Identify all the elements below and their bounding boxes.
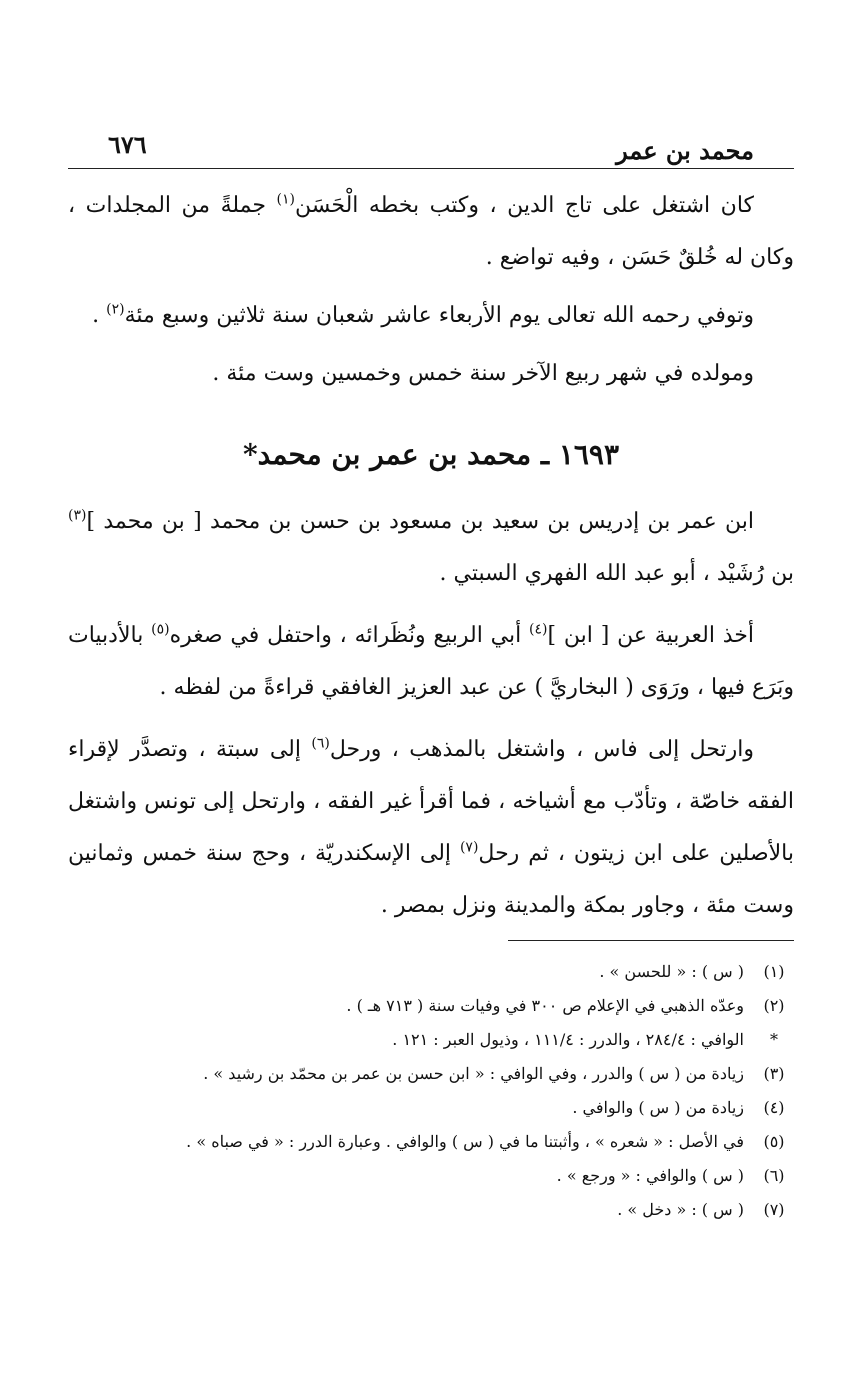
- page-header: [68, 128, 794, 168]
- footnote-number: (٦): [763, 1166, 785, 1185]
- footnote: [68, 1193, 794, 1227]
- paragraph: [68, 496, 794, 600]
- paragraph: [68, 290, 794, 342]
- footnote-number: (٥): [763, 1132, 785, 1151]
- text-run: إلى سبتة ، وتصدَّر لإقراء الفقه خاصّة ، وتأدّب مع أشياخه ، فما أقرأ غير الفقه ، وارتحل إلى تونس واشتغل بالأصلين على ابن زيتون ، ثم رحل: [68, 737, 794, 866]
- footnote-text: في الأصل : « شعره » ، وأثبتنا ما في ( س ) والوافي . وعبارة الدرر : « في صباه » .: [186, 1132, 744, 1151]
- footnote: [68, 955, 794, 989]
- footnote-number: (٢): [763, 996, 785, 1015]
- footnotes: [68, 955, 794, 1227]
- text-run: ابن عمر بن إدريس بن سعيد بن مسعود بن حسن بن محمد [ بن محمد ]: [86, 509, 754, 534]
- text-run: كان اشتغل على تاج الدين ، وكتب بخطه الْحَسَن: [295, 193, 754, 218]
- page-number: ٦٧٦: [108, 130, 147, 159]
- footnote-marker: (٢): [106, 301, 125, 318]
- footnote-marker: (٦): [311, 735, 330, 752]
- footnote-number: *: [770, 1030, 778, 1049]
- header-rule: [68, 168, 794, 169]
- footnote-marker: (٥): [151, 621, 170, 638]
- footnote-number: (٧): [763, 1200, 785, 1219]
- text-run: بن رُشَيْد ، أبو عبد الله الفهري السبتي .: [439, 561, 794, 586]
- footnote-text: زيادة من ( س ) والدرر ، وفي الوافي : « ابن حسن بن عمر بن محمّد بن رشيد » .: [203, 1064, 744, 1083]
- footnote-text: ( س ) والوافي : « ورجع » .: [556, 1166, 744, 1185]
- footnote-marker: (٤): [529, 621, 548, 638]
- footnote: [68, 1023, 794, 1057]
- footnote-number: (١): [763, 962, 785, 981]
- footnote: [68, 1091, 794, 1125]
- text-run: .: [92, 303, 107, 328]
- text-run: ومولده في شهر ربيع الآخر سنة خمس وخمسين وست مئة .: [212, 361, 754, 386]
- paragraph: [68, 348, 794, 400]
- footnote-text: ( س ) : « للحسن » .: [599, 962, 744, 981]
- text-run: جملةً من المجلدات ، وكان له خُلقٌ حَسَن ، وفيه تواضع .: [68, 193, 794, 270]
- text-run: وتوفي رحمه الله تعالى يوم الأربعاء عاشر شعبان سنة ثلاثين وسبع مئة: [124, 303, 754, 328]
- footnote-text: الوافي : ٢٨٤/٤ ، والدرر : ١١١/٤ ، وذيول العبر : ١٢١ .: [392, 1030, 744, 1049]
- text-run: أبي الربيع ونُظَرائه ، واحتفل في صغره: [169, 623, 530, 648]
- text-run: إلى الإسكندريّة ، وحج سنة خمس وثمانين وست مئة ، وجاور بمكة والمدينة ونزل بمصر .: [68, 841, 794, 918]
- previous-entry-text: [68, 180, 794, 400]
- running-head: محمد بن عمر: [616, 136, 754, 165]
- footnote: [68, 1125, 794, 1159]
- footnote: [68, 989, 794, 1023]
- entry-title: ١٦٩٣ ـ محمد بن عمر بن محمد*: [243, 438, 619, 471]
- text-run: بالأدبيات وبَرَع فيها ، ورَوَى ( البخاريَّ ) عن عبد العزيز الغافقي قراءةً من لفظه .: [68, 623, 794, 700]
- footnote-marker: (٧): [459, 839, 479, 856]
- footnote-number: (٣): [763, 1064, 785, 1083]
- footnote-text: وعدّه الذهبي في الإعلام ص ٣٠٠ في وفيات سنة ( ٧١٣ هـ ) .: [346, 996, 744, 1015]
- footnote: [68, 1159, 794, 1193]
- footnote-number: (٤): [763, 1098, 785, 1117]
- footnote: [68, 1057, 794, 1091]
- paragraph: [68, 180, 794, 284]
- footnote-text: ( س ) : « دخل » .: [617, 1200, 744, 1219]
- text-run: وارتحل إلى فاس ، واشتغل بالمذهب ، ورحل: [329, 737, 754, 762]
- footnote-rule: [508, 940, 794, 941]
- footnote-marker: (٣): [68, 507, 87, 524]
- footnote-text: زيادة من ( س ) والوافي .: [572, 1098, 744, 1117]
- paragraph: [68, 610, 794, 714]
- entry-text: [68, 496, 794, 932]
- paragraph: [68, 724, 794, 932]
- text-run: أخذ العربية عن [ ابن ]: [547, 623, 755, 648]
- footnote-marker: (١): [276, 191, 295, 208]
